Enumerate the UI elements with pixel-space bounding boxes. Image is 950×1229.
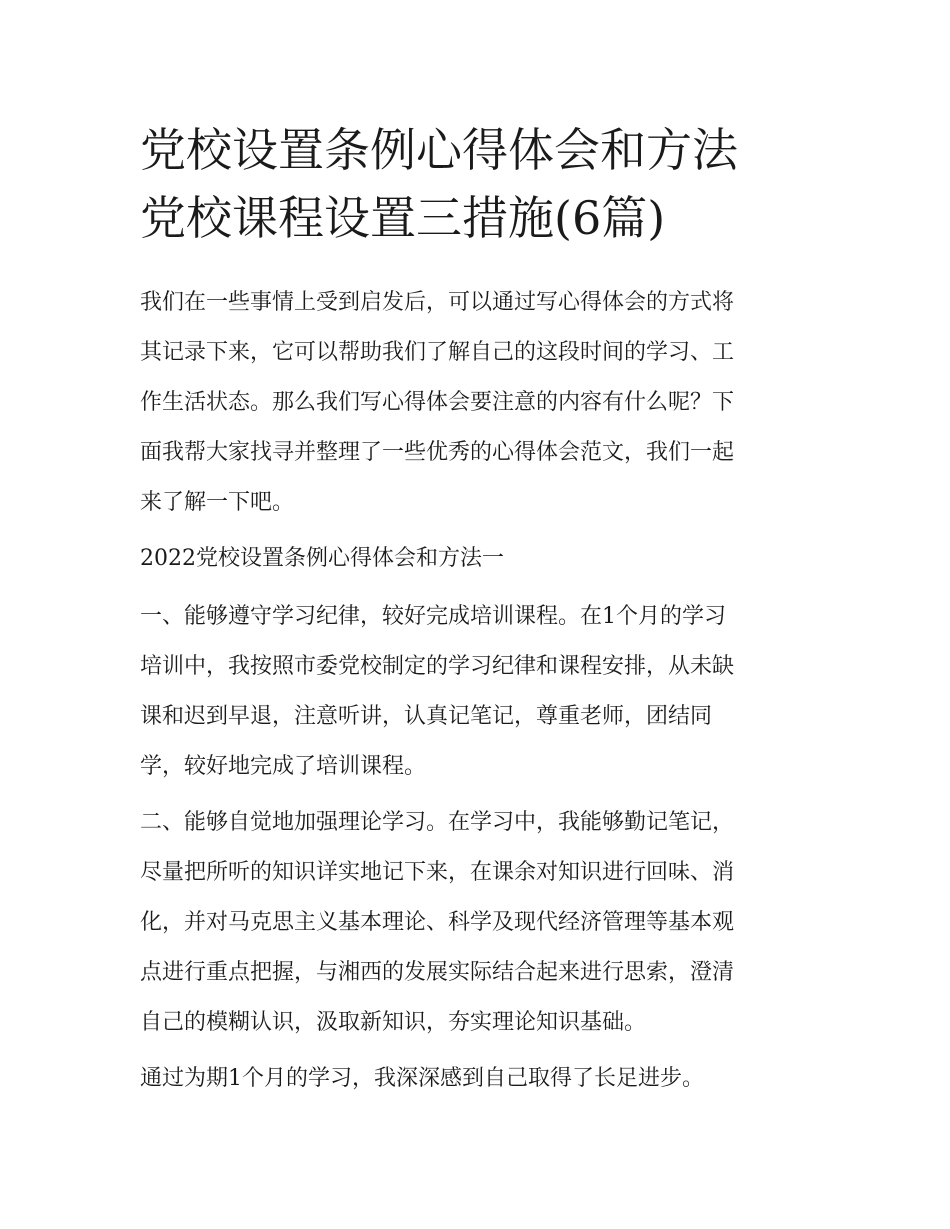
document-title bbox=[140, 116, 820, 252]
text-line: 来了解一下吧。 bbox=[140, 490, 295, 515]
text-line: 学，较好地完成了培训课程。 bbox=[140, 754, 427, 779]
text-line: 我们在一些事情上受到启发后，可以通过写心得体会的方式将 bbox=[140, 290, 735, 315]
point-one-paragraph bbox=[140, 595, 820, 795]
point-two-paragraph bbox=[140, 801, 820, 1051]
title-line-1: 党校设置条例心得体会和方法 bbox=[140, 123, 738, 177]
title-line-2: 党校课程设置三措施(6篇) bbox=[140, 191, 666, 245]
text-line: 通过为期1个月的学习，我深深感到自己取得了长足进步。 bbox=[140, 1066, 704, 1091]
document-body bbox=[140, 281, 820, 1115]
section-heading bbox=[140, 537, 820, 589]
text-line: 化，并对马克思主义基本理论、科学及现代经济管理等基本观 bbox=[140, 910, 735, 935]
text-line: 面我帮大家找寻并整理了一些优秀的心得体会范文，我们一起 bbox=[140, 440, 735, 465]
text-line: 点进行重点把握，与湘西的发展实际结合起来进行思索，澄清 bbox=[140, 960, 735, 985]
text-line: 一、能够遵守学习纪律，较好完成培训课程。在1个月的学习 bbox=[140, 604, 726, 629]
text-line: 自己的模糊认识，汲取新知识，夯实理论知识基础。 bbox=[140, 1010, 647, 1035]
conclusion-paragraph bbox=[140, 1057, 820, 1109]
text-line: 2022党校设置条例心得体会和方法一 bbox=[140, 546, 504, 571]
text-line: 培训中，我按照市委党校制定的学习纪律和课程安排，从未缺 bbox=[140, 654, 735, 679]
text-line: 其记录下来，它可以帮助我们了解自己的这段时间的学习、工 bbox=[140, 340, 735, 365]
text-line: 二、能够自觉地加强理论学习。在学习中，我能够勤记笔记， bbox=[140, 810, 735, 835]
intro-paragraph bbox=[140, 281, 820, 531]
text-line: 课和迟到早退，注意听讲，认真记笔记，尊重老师，团结同 bbox=[140, 704, 713, 729]
text-line: 尽量把所听的知识详实地记下来，在课余对知识进行回味、消 bbox=[140, 860, 735, 885]
text-line: 作生活状态。那么我们写心得体会要注意的内容有什么呢？下 bbox=[140, 390, 735, 415]
